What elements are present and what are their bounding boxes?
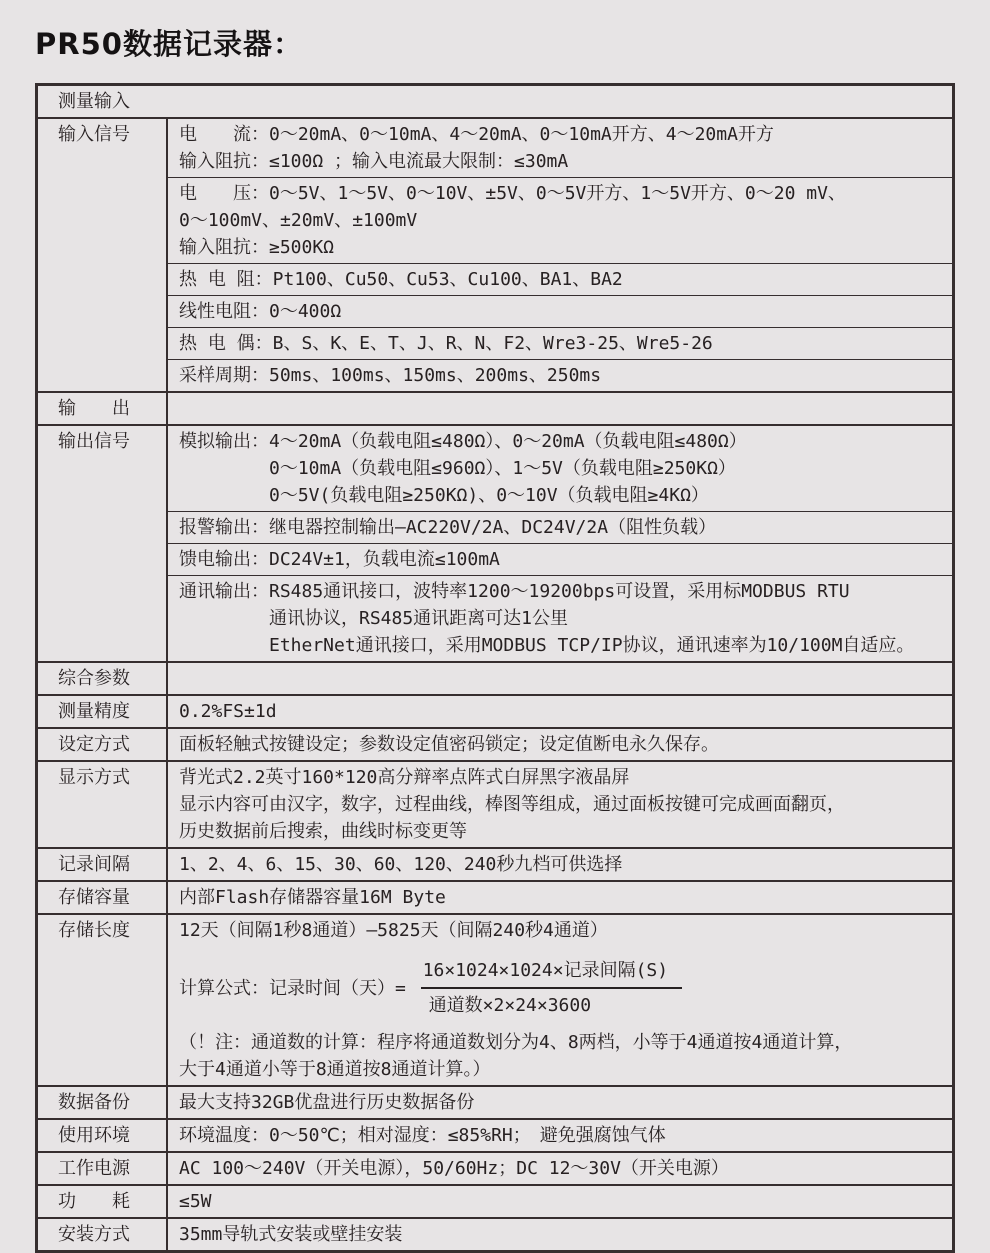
spec-text: EtherNet通讯接口，采用MODBUS TCP/IP协议，通讯速率为10/100M自适应。 bbox=[269, 635, 915, 656]
spec-text: 模拟输出：4～20mA（负载电阻≤480Ω）、0～20mA（负载电阻≤480Ω） bbox=[179, 431, 747, 452]
row-content-environment bbox=[168, 1120, 952, 1151]
spec-text: 报警输出：继电器控制输出—AC220V/2A、DC24V/2A（阻性负载） bbox=[179, 517, 717, 538]
spec-text: 输入阻抗：≥500KΩ bbox=[179, 237, 335, 258]
section-label-general-params: 综合参数 bbox=[38, 663, 168, 694]
spec-text: 热 电 偶：B、S、K、E、T、J、R、N、F2、Wre3-25、Wre5-26 bbox=[179, 333, 713, 354]
spec-text: 0.2%FS±1d bbox=[179, 701, 277, 722]
row-content-data-backup bbox=[168, 1087, 952, 1118]
subrow-value bbox=[168, 849, 952, 880]
row-content-setting bbox=[168, 729, 952, 760]
subrow-feed-output bbox=[168, 543, 952, 575]
row-label-display: 显示方式 bbox=[38, 762, 168, 847]
row-content-installation bbox=[168, 1219, 952, 1250]
row-power-supply bbox=[38, 1151, 952, 1184]
row-installation bbox=[38, 1217, 952, 1250]
row-storage-capacity bbox=[38, 880, 952, 913]
spec-text: 0～10mA（负载电阻≤960Ω）、1～5V（负载电阻≥250KΩ） bbox=[269, 458, 736, 479]
spec-text: AC 100～240V（开关电源），50/60Hz；DC 12～30V（开关电源） bbox=[179, 1158, 729, 1179]
row-display bbox=[38, 760, 952, 847]
spec-text: 1、2、4、6、15、30、60、120、240秒九档可供选择 bbox=[179, 854, 623, 875]
row-label-installation: 安装方式 bbox=[38, 1219, 168, 1250]
section-row-general-params bbox=[38, 661, 952, 694]
page-title: PR50数据记录器： bbox=[35, 27, 303, 61]
spec-text: 0～100mV、±20mV、±100mV bbox=[179, 210, 418, 231]
row-label-storage-capacity: 存储容量 bbox=[38, 882, 168, 913]
formula-denominator: 通道数×2×24×3600 bbox=[428, 995, 592, 1016]
subrow-value bbox=[168, 1120, 952, 1151]
spec-text: 0～5V(负载电阻≥250KΩ)、0～10V（负载电阻≥4KΩ） bbox=[269, 485, 709, 506]
row-content-display bbox=[168, 762, 952, 847]
row-storage-length bbox=[38, 913, 952, 1085]
formula-numerator: 16×1024×1024×记录间隔(S) bbox=[421, 957, 682, 989]
row-data-backup bbox=[38, 1085, 952, 1118]
row-label-data-backup: 数据备份 bbox=[38, 1087, 168, 1118]
spec-text: 大于4通道小等于8通道按8通道计算。） bbox=[179, 1059, 491, 1080]
spec-text: 面板轻触式按键设定；参数设定值密码锁定；设定值断电永久保存。 bbox=[179, 734, 719, 755]
section-row-output bbox=[38, 391, 952, 424]
row-label-setting: 设定方式 bbox=[38, 729, 168, 760]
spec-text: 电 流：0～20mA、0～10mA、4～20mA、0～10mA开方、4～20mA开方 bbox=[179, 124, 774, 145]
spec-text: 历史数据前后搜索，曲线时标变更等 bbox=[179, 821, 467, 842]
formula-prefix: 计算公式：记录时间（天）= bbox=[179, 977, 417, 999]
row-accuracy bbox=[38, 694, 952, 727]
spec-text: 最大支持32GB优盘进行历史数据备份 bbox=[179, 1092, 475, 1113]
row-label-record-interval: 记录间隔 bbox=[38, 849, 168, 880]
spec-text: 通讯协议，RS485通讯距离可达1公里 bbox=[269, 608, 569, 629]
subrow-linear-resistance bbox=[168, 295, 952, 327]
subrow-value bbox=[168, 882, 952, 913]
spec-text: 线性电阻：0～400Ω bbox=[179, 301, 342, 322]
row-content-input-signal bbox=[168, 119, 952, 391]
subrow-value bbox=[168, 1186, 952, 1217]
row-environment bbox=[38, 1118, 952, 1151]
spec-text: 通讯输出：RS485通讯接口，波特率1200～19200bps可设置，采用标MODBUS RTU bbox=[179, 581, 850, 602]
spec-text: 输入阻抗：≤100Ω ；输入电流最大限制：≤30mA bbox=[179, 151, 569, 172]
spec-text: ≤5W bbox=[179, 1191, 212, 1212]
row-content-power-consumption bbox=[168, 1186, 952, 1217]
spec-text: 背光式2.2英寸160*120高分辩率点阵式白屏黑字液晶屏 bbox=[179, 767, 630, 788]
subrow-current bbox=[168, 119, 952, 177]
row-content-record-interval bbox=[168, 849, 952, 880]
row-power-consumption bbox=[38, 1184, 952, 1217]
subrow-storage-length bbox=[168, 915, 952, 1085]
section-content-empty bbox=[168, 393, 952, 424]
row-content-storage-length bbox=[168, 915, 952, 1085]
subrow-rtd bbox=[168, 263, 952, 295]
subrow-value bbox=[168, 1219, 952, 1250]
row-content-power-supply bbox=[168, 1153, 952, 1184]
section-row-measure-input bbox=[38, 86, 952, 117]
subrow-display-lines bbox=[168, 762, 952, 847]
subrow-value bbox=[168, 729, 952, 760]
spec-table bbox=[35, 83, 955, 1253]
spec-text: 35mm导轨式安装或壁挂安装 bbox=[179, 1224, 403, 1245]
subrow-voltage bbox=[168, 177, 952, 263]
row-input-signal bbox=[38, 117, 952, 391]
subrow-comm-output bbox=[168, 575, 952, 661]
formula-fraction bbox=[421, 957, 682, 1019]
row-content-accuracy bbox=[168, 696, 952, 727]
storage-formula bbox=[179, 957, 946, 1019]
subrow-analog-output bbox=[168, 426, 952, 511]
row-setting bbox=[38, 727, 952, 760]
spec-text: 显示内容可由汉字，数字，过程曲线，棒图等组成，通过面板按键可完成画面翻页， bbox=[179, 794, 845, 815]
subrow-alarm-output bbox=[168, 511, 952, 543]
row-output-signal bbox=[38, 424, 952, 661]
subrow-value bbox=[168, 696, 952, 727]
subrow-value bbox=[168, 1087, 952, 1118]
subrow-thermocouple bbox=[168, 327, 952, 359]
spec-text: 内部Flash存储器容量16M Byte bbox=[179, 887, 446, 908]
row-label-accuracy: 测量精度 bbox=[38, 696, 168, 727]
spec-text: 环境温度：0～50℃；相对湿度：≤85%RH； 避免强腐蚀气体 bbox=[179, 1125, 666, 1146]
section-label-output: 输 出 bbox=[38, 393, 168, 424]
storage-note bbox=[179, 1029, 946, 1083]
row-content-output-signal bbox=[168, 426, 952, 661]
spec-text: （！注：通道数的计算：程序将通道数划分为4、8两档，小等于4通道按4通道计算， bbox=[179, 1032, 853, 1053]
subrow-sampling-period bbox=[168, 359, 952, 391]
row-label-output-signal: 输出信号 bbox=[38, 426, 168, 661]
section-label-measure-input: 测量输入 bbox=[58, 91, 130, 112]
spec-text: 采样周期：50ms、100ms、150ms、200ms、250ms bbox=[179, 365, 602, 386]
row-label-input-signal: 输入信号 bbox=[38, 119, 168, 391]
row-label-power-supply: 工作电源 bbox=[38, 1153, 168, 1184]
row-label-environment: 使用环境 bbox=[38, 1120, 168, 1151]
spec-text: 12天（间隔1秒8通道）—5825天（间隔240秒4通道） bbox=[179, 920, 608, 941]
row-content-storage-capacity bbox=[168, 882, 952, 913]
spec-text: 电 压：0～5V、1～5V、0～10V、±5V、0～5V开方、1～5V开方、0～20 mV、 bbox=[179, 183, 846, 204]
spec-text: 热 电 阻：Pt100、Cu50、Cu53、Cu100、BA1、BA2 bbox=[179, 269, 623, 290]
subrow-value bbox=[168, 1153, 952, 1184]
spec-text: 馈电输出：DC24V±1，负载电流≤100mA bbox=[179, 549, 500, 570]
row-record-interval bbox=[38, 847, 952, 880]
row-label-storage-length: 存储长度 bbox=[38, 915, 168, 1085]
row-label-power-consumption: 功 耗 bbox=[38, 1186, 168, 1217]
section-content-empty bbox=[168, 663, 952, 694]
